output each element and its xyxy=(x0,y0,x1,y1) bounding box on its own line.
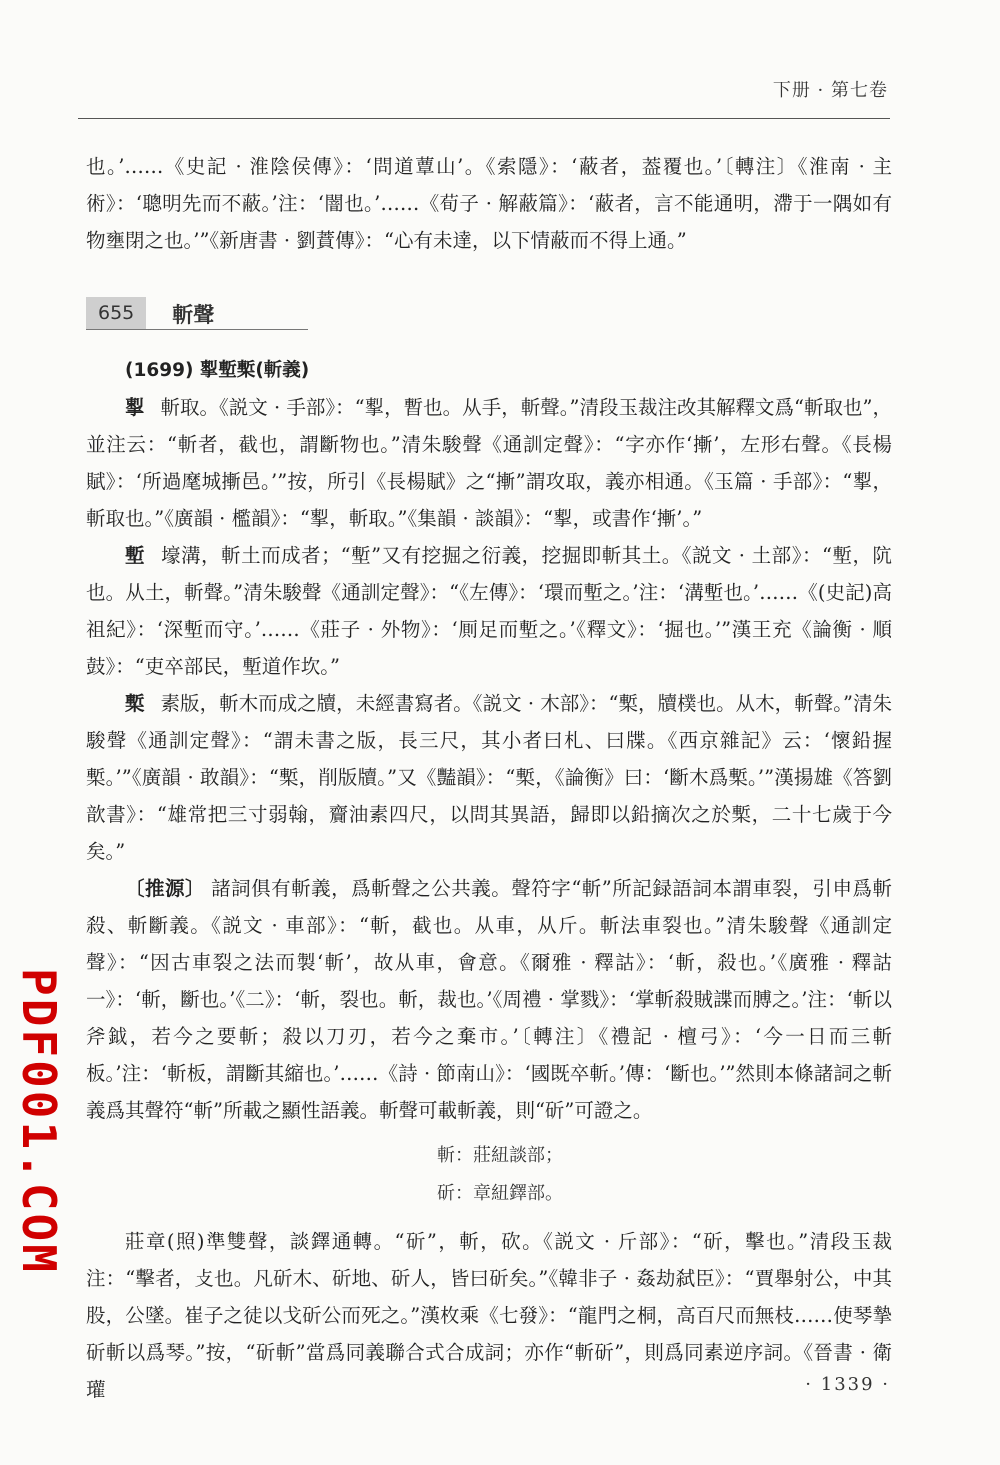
page-number: · 1339 · xyxy=(805,1374,890,1395)
section-heading xyxy=(86,297,308,330)
entry-text: 素版，斬木而成之牘，未經書寫者。《説文 · 木部》：“槧，牘樸也。从木，斬聲。”清朱駿聲《通訓定聲》：“謂未書之版，長三尺，其小者曰札、曰牒。《西京雜記》云：‘懷鉛握槧。’”《廣韻 · 敢韻》：“槧，削版牘。”又《豔韻》：“槧，《論衡》曰：‘斷木爲槧。’”漢揚雄《答劉歆書》：“雄常把三寸弱翰，齎油素四尺，以問其異語，歸即以鉛摘次之於槧，二十七歲于今矣。” xyxy=(86,692,892,863)
phonetic-formula xyxy=(108,1137,892,1213)
entry-paragraph xyxy=(86,685,892,870)
closing-paragraph: 莊章(照)準雙聲，談鐸通轉。“斫”，斬，砍。《説文 · 斤部》：“斫，擊也。”清段玉裁注：“擊者，攴也。凡斫木、斫地、斫人，皆曰斫矣。”《韓非子 · 姦劫弑臣》：“賈舉射公，中其股，公墜。崔子之徒以戈斫公而死之。”漢枚乘《七發》：“龍門之桐，高百尺而無枝……使琴摯斫斬以爲琴。”按，“斫斬”當爲同義聯合式合成詞；亦作“斬斫”，則爲同素逆序詞。《晉書 · 衛瓘 xyxy=(86,1230,892,1401)
entry-headword: 槧 xyxy=(125,692,145,715)
entry-headword: 塹 xyxy=(125,544,146,567)
tuiyuan-text: 諸詞俱有斬義，爲斬聲之公共義。聲符字“斬”所記録語詞本謂車裂，引申爲斬殺、斬斷義。《説文 · 車部》：“斬，截也。从車，从斤。斬法車裂也。”清朱駿聲《通訓定聲》：“因古車裂之法而製‘斬’，故从車，會意。《爾雅 · 釋詁》：‘斬，殺也。’《廣雅 · 釋詁一》：‘斬，斷也。’《二》：‘斬，裂也。斬，裁也。’《周禮 · 掌戮》：‘掌斬殺賊諜而膊之。’注：‘斬以斧鉞，若今之要斬；殺以刀刃，若今之棄市。’〔轉注〕《禮記 · 檀弓》：‘今一日而三斬板。’注：‘斬板，謂斷其縮也。’……《詩 · 節南山》：‘國既卒斬。’傳：‘斷也。’”然則本條諸詞之斬義爲其聲符“斬”所載之顯性語義。斬聲可載斬義，則“斫”可證之。 xyxy=(86,877,892,1122)
entry-paragraph xyxy=(86,389,892,537)
header-rule xyxy=(78,118,890,119)
section-title: 斬聲 xyxy=(172,303,215,327)
intro-paragraph: 也。’……《史記 · 淮陰侯傳》：‘問道蕈山’。《索隱》：‘蔽者，葢覆也。’〔轉注〕《淮南 · 主術》：‘聰明先而不蔽。’注：‘闇也。’……《荀子 · 解蔽篇》：‘蔽者，言不能通明，滯于一隅如有物壅閉之也。’”《新唐書 · 劉蕡傳》：“心有未達，以下情蔽而不得上通。” xyxy=(86,155,892,252)
running-header: 下册 · 第七卷 xyxy=(772,80,888,101)
entry-paragraph xyxy=(86,537,892,685)
entry-text: 斬取。《説文 · 手部》：“揧，暫也。从手，斬聲。”清段玉裁注改其解釋文爲“斬取也”，並注云：“斬者，截也，謂斷物也。”清朱駿聲《通訓定聲》：“字亦作‘摲’，左形右聲。《長楊賦》：‘所過麾城摲邑。’”按，所引《長楊賦》之“摲”謂攻取，義亦相通。《玉篇 · 手部》：“揧，斬取也。”《廣韻 · 檻韻》：“揧，斬取。”《集韻 · 談韻》：“揧，或書作‘摲’。” xyxy=(86,396,892,530)
entry-text: 壕溝，斬土而成者；“塹”又有挖掘之衍義，挖掘即斬其土。《説文 · 土部》：“塹，阬也。从土，斬聲。”清朱駿聲《通訓定聲》：“《左傳》：‘環而塹之。’注：‘溝塹也。’……《(史記)高祖紀》：‘深塹而守。’……《莊子 · 外物》：‘厠足而塹之。’《釋文》：‘掘也。’”漢王充《論衡 · 順鼓》：“吏卒部民，塹道作坎。” xyxy=(86,544,892,678)
section-number: 655 xyxy=(86,297,146,329)
page-body xyxy=(86,148,892,1408)
formula-line: 斫：章紐鐸部。 xyxy=(437,1183,563,1204)
entry-headword: 揧 xyxy=(125,396,145,419)
subsection-heading: (1699) 揧塹槧(斬義) xyxy=(125,360,310,381)
tuiyuan-paragraph xyxy=(86,870,892,1129)
tuiyuan-label: 〔推源〕 xyxy=(125,877,206,900)
formula-line: 斬：莊紐談部； xyxy=(437,1145,563,1166)
watermark: PDF001.COM xyxy=(12,968,66,1275)
